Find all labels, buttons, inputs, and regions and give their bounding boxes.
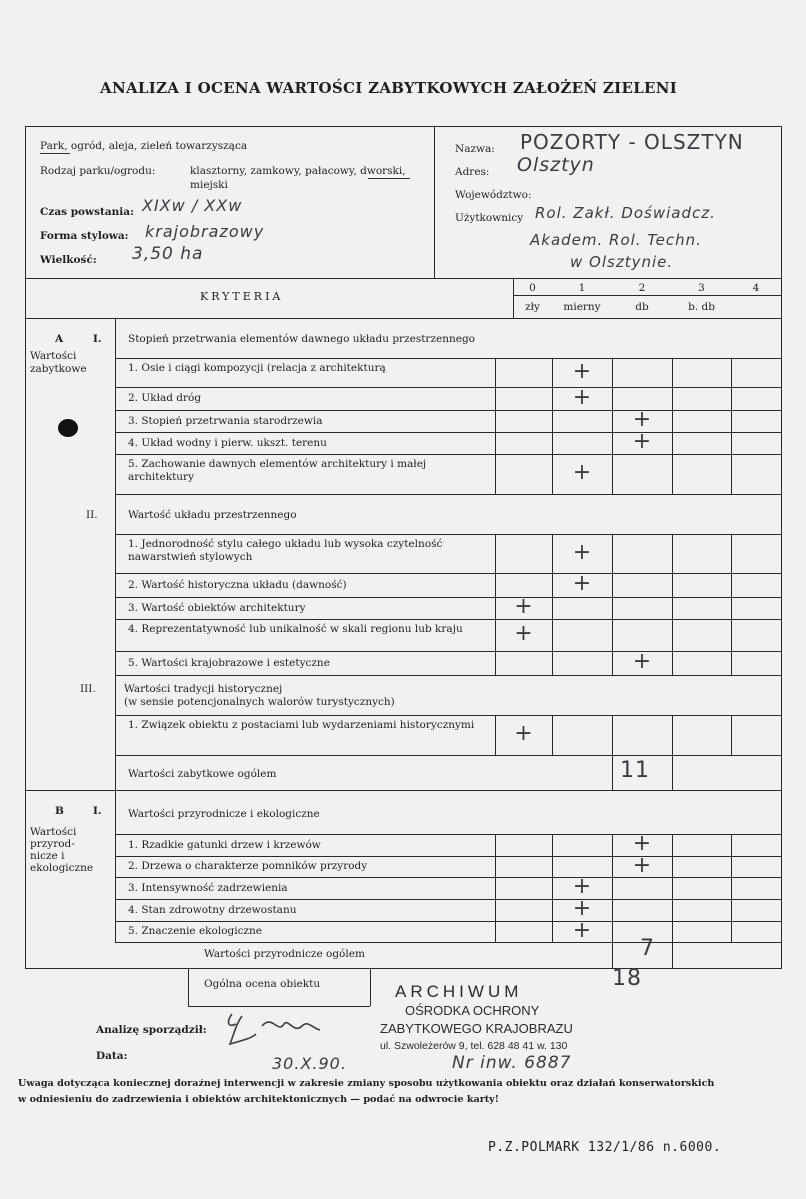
czas-value: XIXw / XXw	[142, 196, 243, 215]
section-a-II-roman: II.	[86, 509, 98, 521]
grid-line	[115, 387, 781, 388]
forma-label: Forma stylowa:	[40, 230, 129, 242]
plus-mark: +	[514, 594, 533, 619]
grid-line	[731, 358, 732, 494]
prepared-by-label: Analizę sporządził:	[96, 1024, 207, 1036]
inventory-number: Nr inw. 6887	[452, 1053, 572, 1073]
a-ii-item-label: 5. Wartości krajobrazowe i estetyczne	[128, 656, 330, 669]
section-b-total-label: Wartości przyrodnicze ogólem	[204, 948, 365, 960]
grid-line	[612, 942, 613, 968]
grid-line	[731, 715, 732, 755]
score-header-name: mierny	[563, 301, 601, 313]
uzytkownicy-value-3: w Olsztynie.	[570, 253, 674, 271]
score-header-number: 3	[698, 282, 705, 294]
czas-label: Czas powstania:	[40, 206, 134, 218]
grid-line	[115, 856, 781, 857]
grid-line	[612, 358, 613, 494]
grid-line	[115, 877, 781, 878]
section-b-label-2: przyrod-	[30, 838, 75, 850]
plus-mark: +	[572, 896, 592, 921]
uzytkownicy-label: Użytkownicy	[455, 212, 524, 224]
adres-value: Olsztyn	[517, 154, 595, 176]
section-b-roman: I.	[93, 805, 102, 817]
grid-line	[115, 675, 781, 676]
nazwa-value: POZORTY - OLSZTYN	[520, 130, 744, 154]
grid-line	[552, 534, 553, 675]
a-ii-item-label: 4. Reprezentatywność lub unikalność w skali regionu lub kraju	[128, 623, 463, 635]
grid-line	[612, 834, 613, 942]
forma-value: krajobrazowy	[145, 222, 265, 241]
archive-stamp-title: ARCHIWUM	[395, 982, 523, 1001]
grid-line	[612, 755, 613, 790]
plus-mark: +	[572, 384, 592, 410]
grid-line	[495, 534, 496, 675]
grid-line	[115, 597, 781, 598]
section-a-I-title: Stopień przetrwania elementów dawnego układu przestrzennego	[128, 333, 475, 345]
grid-line	[672, 834, 673, 942]
section-b-label-3: nicze i	[30, 850, 65, 862]
section-a-III-roman: III.	[80, 683, 96, 695]
a-i-item-label: 3. Stopień przetrwania starodrzewia	[128, 414, 323, 427]
grid-line	[115, 432, 781, 433]
section-b-I-title: Wartości przyrodnicze i ekologiczne	[128, 808, 320, 820]
grid-line	[115, 942, 781, 943]
score-header-number: 0	[529, 282, 536, 294]
date-value: 30.X.90.	[272, 1054, 347, 1073]
grid-line	[672, 534, 673, 675]
a-i-item-label: 1. Osie i ciągi kompozycji (relacja z architekturą	[128, 362, 386, 374]
section-b-code: B	[55, 805, 64, 817]
grid-line	[115, 494, 781, 495]
plus-mark: +	[572, 571, 592, 596]
a-ii-item-label: 3. Wartość obiektów architektury	[128, 601, 306, 614]
note-line-1: Uwaga dotycząca koniecznej doraźnej interwencji w zakresie zmiany sposobu użytkowania obiektu oraz działań konserwatorskich	[18, 1078, 715, 1089]
section-a-III-title-1: Wartości tradycji historycznej	[124, 683, 283, 695]
wojewodztwo-label: Województwo:	[455, 189, 532, 201]
grid-line	[495, 834, 496, 942]
section-b-label-4: ekologiczne	[30, 862, 94, 874]
criteria-label: KRYTERIA	[200, 290, 284, 303]
grid-line	[672, 942, 673, 968]
plus-mark: +	[572, 358, 592, 384]
grid-line	[731, 534, 732, 675]
grid-line	[672, 358, 673, 494]
a-iii-item-label: 1. Związek obiektu z postaciami lub wydarzeniami historycznymi	[128, 719, 475, 731]
plus-mark: +	[632, 831, 652, 856]
plus-mark: +	[632, 649, 652, 674]
grid-line	[552, 834, 553, 942]
a-i-item-label: 2. Układ dróg	[128, 392, 202, 404]
grid-line	[672, 715, 673, 755]
rodzaj-options: klasztorny, zamkowy, pałacowy, dworski,	[190, 165, 406, 177]
grid-line	[495, 358, 496, 494]
section-a-total-value: 11	[620, 758, 650, 783]
b-i-item-label: 1. Rzadkie gatunki drzew i krzewów	[128, 838, 321, 851]
page-title: ANALIZA I OCENA WARTOŚCI ZABYTKOWYCH ZAŁOŻEŃ ZIELENI	[100, 79, 678, 97]
section-a-III-title-2: (w sensie potencjonalnych walorów turystycznych)	[124, 696, 395, 708]
wielkosc-label: Wielkość:	[40, 254, 97, 266]
plus-mark: +	[572, 539, 592, 565]
score-header-number: 2	[638, 282, 646, 294]
date-label: Data:	[96, 1050, 128, 1062]
plus-mark: +	[632, 852, 652, 878]
grid-line	[552, 358, 553, 494]
overall-label: Ogólna ocena obiektu	[204, 978, 321, 990]
section-a-label-1: Wartości	[30, 350, 77, 362]
section-b-label-1: Wartości	[30, 826, 77, 838]
archive-stamp-line-4: ul. Szwoleżerów 9, tel. 628 48 41 w. 130	[380, 1040, 568, 1052]
b-i-item-label: 4. Stan zdrowotny drzewostanu	[128, 903, 297, 916]
rodzaj-label: Rodzaj parku/ogrodu:	[40, 165, 156, 177]
score-header-name: b. db	[688, 301, 715, 313]
punch-hole	[58, 419, 78, 437]
printer-mark: P.Z.POLMARK 132/1/86 n.6000.	[488, 1140, 722, 1155]
grid-line	[115, 573, 781, 574]
grid-line	[115, 651, 781, 652]
signature	[222, 1004, 332, 1058]
grid-line	[115, 454, 781, 455]
section-a-roman: I.	[93, 333, 102, 345]
score-header-name: zły	[525, 301, 540, 313]
grid-line	[115, 715, 781, 716]
grid-line	[115, 410, 781, 411]
b-i-item-label: 5. Znaczenie ekologiczne	[128, 925, 263, 937]
a-i-item-label: 4. Układ wodny i pierw. ukszt. terenu	[128, 436, 327, 449]
park-underline	[40, 153, 70, 154]
plus-mark: +	[514, 721, 533, 746]
grid-line	[612, 534, 613, 675]
plus-mark: +	[572, 460, 592, 485]
rodzaj-options-2: miejski	[190, 179, 228, 191]
archive-stamp-line-3: ZABYTKOWEGO KRAJOBRAZU	[380, 1021, 573, 1036]
grid-line	[115, 619, 781, 620]
score-header-number: 1	[578, 282, 586, 294]
b-i-item-label: 2. Drzewa o charakterze pomników przyrody	[128, 860, 368, 872]
grid-line	[672, 755, 673, 790]
grid-line	[115, 755, 781, 756]
note-line-2: w odniesieniu do zadrzewienia i obiektów architektonicznych — podać na odwrocie karty!	[18, 1094, 499, 1105]
section-b-total-value: 7	[640, 936, 655, 961]
grid-line	[115, 834, 781, 835]
section-a-II-title: Wartość układu przestrzennego	[128, 509, 297, 521]
score-header-name: db	[635, 301, 649, 313]
plus-mark: +	[572, 917, 592, 943]
nazwa-label: Nazwa:	[455, 143, 495, 155]
type-line: Park, ogród, aleja, zieleń towarzysząca	[40, 140, 248, 152]
a-ii-item-label: 1. Jednorodność stylu całego układu lub wysoka czytelność nawarstwień stylowych	[128, 538, 443, 563]
wielkosc-value: 3,50 ha	[132, 244, 204, 264]
grid-line	[115, 358, 781, 359]
plus-mark: +	[572, 874, 592, 899]
section-a-code: A	[55, 333, 64, 345]
score-header-number: 4	[752, 282, 760, 294]
a-ii-item-label: 2. Wartość historyczna układu (dawność)	[128, 578, 347, 591]
plus-mark: +	[632, 407, 652, 432]
grid-line	[612, 715, 613, 755]
grid-line	[115, 899, 781, 900]
grid-line	[495, 715, 496, 755]
b-i-item-label: 3. Intensywność zadrzewienia	[128, 881, 288, 894]
uzytkownicy-value-1: Rol. Zakł. Doświadcz.	[535, 204, 716, 222]
archive-stamp-line-2: OŚRODKA OCHRONY	[405, 1003, 540, 1018]
plus-mark: +	[514, 621, 533, 646]
grid-line	[731, 834, 732, 942]
section-a-label-2: zabytkowe	[30, 363, 87, 375]
grid-line	[552, 715, 553, 755]
uzytkownicy-value-2: Akadem. Rol. Techn.	[530, 231, 702, 249]
overall-value: 18	[612, 966, 642, 991]
grid-line	[115, 921, 781, 922]
a-i-item-label: 5. Zachowanie dawnych elementów architektury i małej architektury	[128, 458, 427, 483]
dworski-underline	[368, 178, 410, 179]
plus-mark: +	[632, 429, 652, 454]
adres-label: Adres:	[455, 166, 490, 178]
section-a-total-label: Wartości zabytkowe ogólem	[128, 768, 277, 780]
grid-line	[115, 534, 781, 535]
